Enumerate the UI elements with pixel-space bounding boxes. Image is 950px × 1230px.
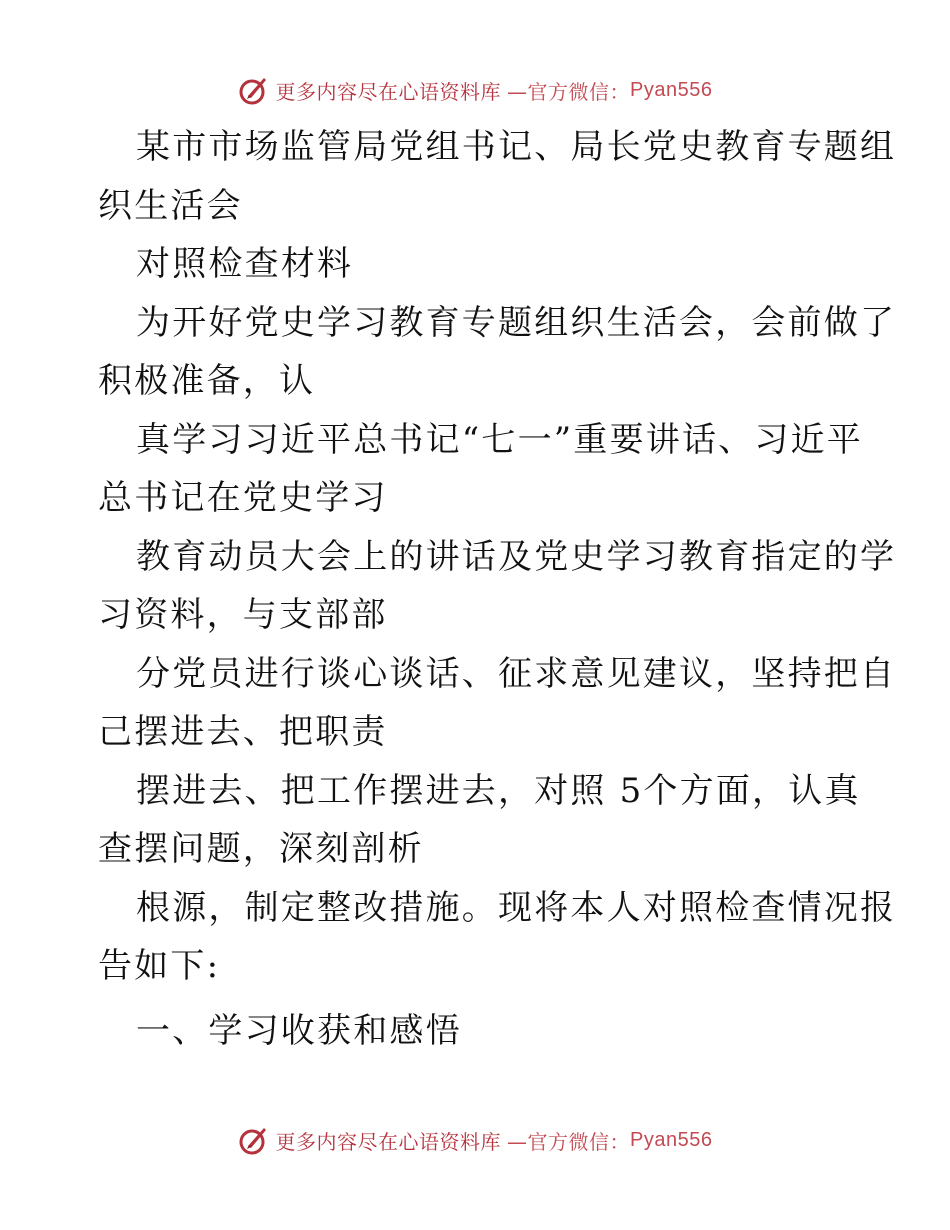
paragraph-line: 习资料，与支部部 <box>98 595 388 635</box>
watermark-wechat-id: Pyan556 <box>630 1128 713 1151</box>
section-heading: 一、学习收获和感悟 <box>136 1010 462 1051</box>
paragraph-line: 为开好党史学习教育专题组织生活会，会前做了 <box>136 302 897 343</box>
document-title-line-1: 某市市场监管局党组书记、局长党史教育专题组 <box>136 127 897 167</box>
paragraph-line: 根源，制定整改措施。现将本人对照检查情况报 <box>136 887 897 928</box>
watermark-wechat-label: —官方微信： <box>507 1129 631 1154</box>
document-subtitle: 对照检查材料 <box>136 244 354 284</box>
paragraph-line: 真学习习近平总书记“七一”重要讲话、习近平 <box>136 419 863 460</box>
paragraph-line: 摆进去、把工作摆进去，对照 5个方面，认真 <box>136 770 861 811</box>
paragraph-line: 告如下: <box>98 946 221 986</box>
paragraph-line: 查摆问题，深刻剖析 <box>98 829 424 869</box>
header-watermark <box>0 70 950 110</box>
paragraph-line: 己摆进去、把职责 <box>98 712 388 752</box>
paragraph-line: 积极准备，认 <box>98 361 316 401</box>
document-body <box>98 118 897 1060</box>
watermark-main-text: 更多内容尽在心语资料库 <box>275 79 502 104</box>
document-title-line-2: 织生活会 <box>98 185 243 226</box>
paragraph-line: 分党员进行谈心谈话、征求意见建议，坚持把自 <box>136 653 897 694</box>
feather-pen-logo-icon <box>238 1124 270 1156</box>
paragraph-line: 总书记在党史学习 <box>98 478 388 518</box>
watermark-wechat-label: —官方微信： <box>507 79 631 104</box>
feather-pen-logo-icon <box>238 74 270 106</box>
paragraph-line: 教育动员大会上的讲话及党史学习教育指定的学 <box>136 536 897 577</box>
footer-watermark <box>0 1120 950 1160</box>
watermark-wechat-id: Pyan556 <box>630 78 713 101</box>
watermark-main-text: 更多内容尽在心语资料库 <box>275 1129 502 1154</box>
